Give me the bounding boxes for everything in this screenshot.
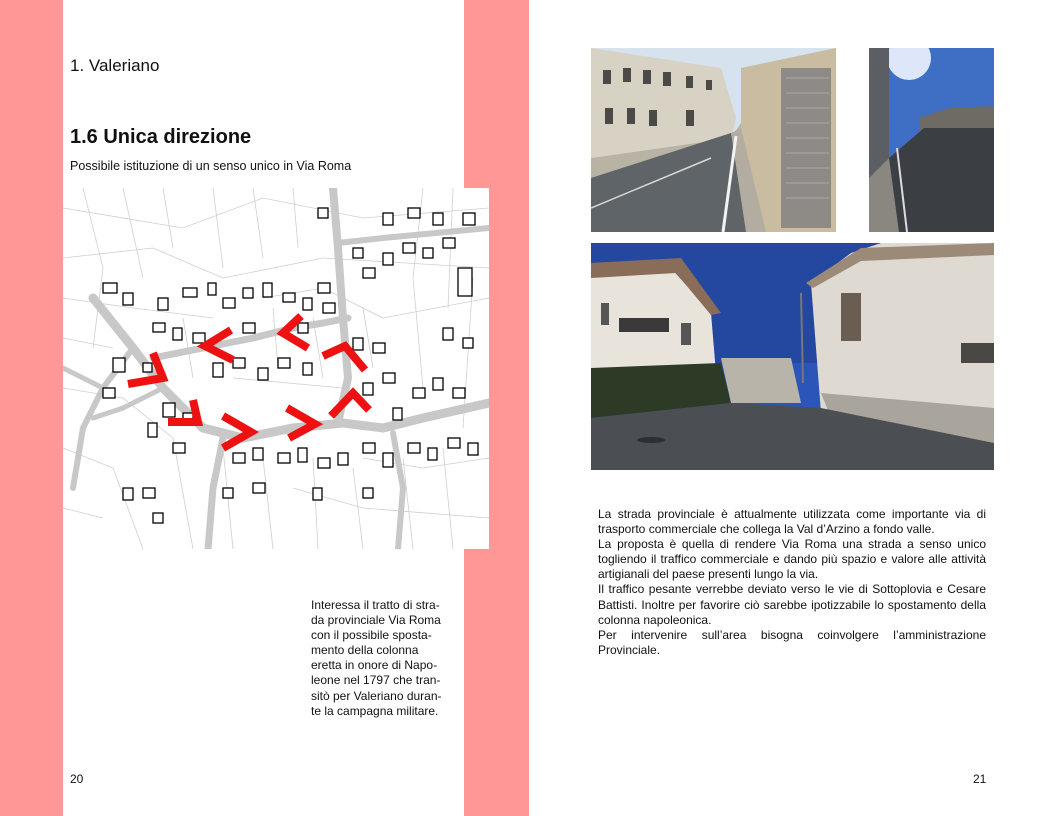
paragraph-1: La strada provinciale è attualmente utilizzata come importante via di trasporto commerciale che collega la Val d’Arzino a fondo valle. — [598, 507, 986, 537]
street-map-svg — [63, 188, 489, 549]
page-number-right: 21 — [973, 772, 987, 786]
left-margin-band — [0, 0, 63, 816]
page-number-left: 20 — [70, 772, 84, 786]
section-title: 1. Valeriano — [70, 56, 160, 75]
map-caption: Interessa il tratto di stra- da provinciale Via Roma con il possibile sposta- mento della colonna eretta in onore di Napo- leone nel 1797 che tran- sitò per Valeriano duran- te la campagna militare. — [311, 598, 442, 718]
paragraph-2: La proposta è quella di rendere Via Roma una strada a senso unico togliendo il traffico commerciale e dando più spazio e valore alle attività artigianali del paese presenti lungo la via. — [598, 537, 986, 582]
photo-via-roma-street — [591, 48, 836, 232]
photo-sunny-road — [869, 48, 994, 232]
paragraph-4: Per intervenire sull’area bisogna coinvolgere l’amministrazione Provinciale. — [598, 627, 986, 657]
page-subheading: Possibile istituzione di un senso unico in Via Roma — [70, 159, 352, 173]
paragraph-3: Il traffico pesante verrebbe deviato verso le vie di Sottoplovia e Cesare Battisti. Inoltre per favorire ciò sarebbe ipotizzabile lo spostamento della colonna napoleonica. — [598, 582, 986, 627]
street-map — [63, 188, 489, 549]
page-heading: 1.6 Unica direzione — [70, 126, 252, 148]
body-text — [598, 507, 986, 658]
photo-intersection — [591, 243, 994, 470]
